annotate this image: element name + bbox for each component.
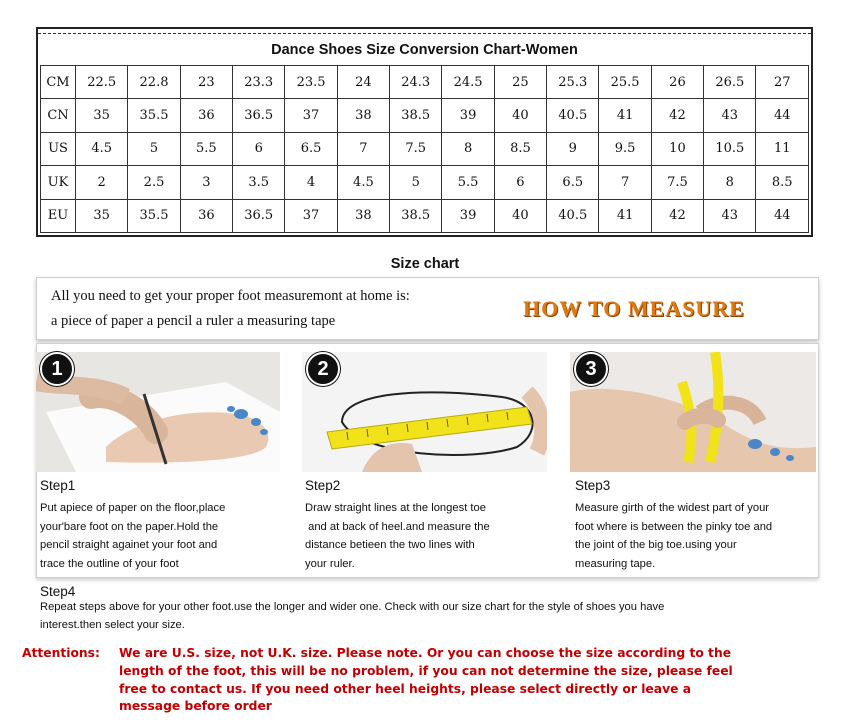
size-row-label: UK [41, 166, 76, 199]
size-cell: 39 [442, 199, 494, 232]
step3-number-badge: 3 [574, 352, 608, 386]
step4-line: interest.then select your size. [40, 619, 185, 631]
size-cell: 8 [442, 132, 494, 165]
attention-line: message before order [119, 699, 272, 714]
step1-line: Put apiece of paper on the floor,place [40, 502, 226, 514]
step4-line: Repeat steps above for your other foot.use the longer and wider one. Check with our size chart for the style of shoes you have [40, 601, 665, 613]
intro-line-1: All you need to get your proper foot measuremont at home is: [51, 288, 410, 304]
size-cell: 35.5 [128, 99, 180, 132]
size-table [40, 65, 809, 233]
size-cell: 5 [128, 132, 180, 165]
size-cell: 5.5 [442, 166, 494, 199]
size-cell: 4.5 [76, 132, 128, 165]
size-cell: 5 [390, 166, 442, 199]
size-cell: 44 [756, 199, 809, 232]
size-cell: 40.5 [547, 99, 599, 132]
step1-line: your'bare foot on the paper.Hold the [40, 520, 219, 533]
step3-heading: Step3 [575, 478, 611, 493]
size-cell: 36 [180, 199, 232, 232]
size-cell: 42 [651, 199, 703, 232]
size-row-uk [41, 166, 809, 199]
size-cell: 23.3 [233, 66, 285, 99]
size-cell: 10 [651, 132, 703, 165]
size-row-cn [41, 99, 809, 132]
how-to-measure-panel [36, 277, 819, 340]
size-cell: 37 [285, 99, 337, 132]
step1-text [40, 499, 225, 573]
size-cell: 6 [494, 166, 546, 199]
size-cell: 7 [599, 166, 651, 199]
size-cell: 23 [180, 66, 232, 99]
chart-title: Dance Shoes Size Conversion Chart-Women [271, 42, 578, 58]
size-conversion-chart [36, 27, 813, 237]
attention-line: length of the foot, this will be no problem, if you can not determine the size, please feel [119, 663, 733, 678]
size-cell: 3.5 [233, 166, 285, 199]
size-cell: 9 [547, 132, 599, 165]
size-cell: 4.5 [337, 166, 389, 199]
size-cell: 25.3 [547, 66, 599, 99]
size-cell: 24.5 [442, 66, 494, 99]
size-cell: 36 [180, 99, 232, 132]
size-row-cm [41, 66, 809, 99]
size-cell: 11 [756, 132, 809, 165]
attention-line: We are U.S. size, not U.K. size. Please note. Or you can choose the size according to the [119, 646, 732, 660]
size-cell: 41 [599, 199, 651, 232]
attention-line: free to contact us. If you need other heel heights, please select directly or leave a [119, 681, 692, 696]
size-cell: 7.5 [651, 166, 703, 199]
step3-line: foot where is between the pinky toe and [575, 520, 773, 533]
dashed-divider [38, 33, 811, 34]
step3-line: the joint of the big toe.using your [575, 539, 737, 551]
size-cell: 38.5 [390, 199, 442, 232]
step3-line: Measure girth of the widest part of your [575, 502, 770, 514]
size-cell: 26.5 [704, 66, 756, 99]
size-cell: 26 [651, 66, 703, 99]
size-cell: 6.5 [285, 132, 337, 165]
step2-line: your ruler. [305, 557, 355, 570]
attention-label: Attentions: [22, 646, 100, 660]
size-cell: 25 [494, 66, 546, 99]
size-cell: 38 [337, 99, 389, 132]
size-cell: 44 [756, 99, 809, 132]
size-cell: 35 [76, 99, 128, 132]
intro-line-2: a piece of paper a pencil a ruler a measuring tape [51, 313, 336, 329]
size-cell: 2 [76, 166, 128, 199]
size-row-label: US [41, 132, 76, 165]
size-cell: 8 [704, 166, 756, 199]
step1-line: trace the outline of your foot [40, 557, 179, 570]
size-cell: 25.5 [599, 66, 651, 99]
size-cell: 38.5 [390, 99, 442, 132]
step2-text [305, 499, 490, 573]
size-cell: 6 [233, 132, 285, 165]
size-cell: 2.5 [128, 166, 180, 199]
size-cell: 42 [651, 99, 703, 132]
size-cell: 43 [704, 199, 756, 232]
size-cell: 6.5 [547, 166, 599, 199]
step1-line: pencil straight againet your foot and [40, 539, 218, 551]
step4-text [40, 598, 664, 634]
size-cell: 38 [337, 199, 389, 232]
size-cell: 3 [180, 166, 232, 199]
size-cell: 39 [442, 99, 494, 132]
size-cell: 8.5 [756, 166, 809, 199]
size-cell: 36.5 [233, 199, 285, 232]
step2-number-badge: 2 [306, 352, 340, 386]
size-row-us [41, 132, 809, 165]
step2-heading: Step2 [305, 478, 341, 493]
size-cell: 4 [285, 166, 337, 199]
step1-number-badge: 1 [40, 352, 74, 386]
step3-line: measuring tape. [575, 557, 656, 570]
size-cell: 43 [704, 99, 756, 132]
step1-heading: Step1 [40, 478, 76, 493]
size-cell: 22.8 [128, 66, 180, 99]
size-chart-heading: Size chart [390, 256, 460, 272]
size-cell: 9.5 [599, 132, 651, 165]
size-row-label: CM [41, 66, 76, 99]
size-cell: 10.5 [704, 132, 756, 165]
size-cell: 8.5 [494, 132, 546, 165]
how-to-measure-title: HOW TO MEASURE [523, 296, 745, 321]
size-cell: 5.5 [180, 132, 232, 165]
size-cell: 36.5 [233, 99, 285, 132]
size-cell: 7.5 [390, 132, 442, 165]
size-cell: 40 [494, 199, 546, 232]
size-cell: 40.5 [547, 199, 599, 232]
step2-line: and at back of heel.and measure the [305, 520, 490, 533]
size-cell: 35.5 [128, 199, 180, 232]
size-row-label: CN [41, 99, 76, 132]
size-cell: 37 [285, 199, 337, 232]
size-cell: 24 [337, 66, 389, 99]
size-cell: 40 [494, 99, 546, 132]
size-row-label: EU [41, 199, 76, 232]
size-cell: 7 [337, 132, 389, 165]
size-cell: 41 [599, 99, 651, 132]
step3-text [575, 499, 772, 573]
step4-heading: Step4 [40, 584, 76, 599]
size-cell: 35 [76, 199, 128, 232]
size-cell: 23.5 [285, 66, 337, 99]
size-cell: 27 [756, 66, 809, 99]
step2-line: Draw straight lines at the longest toe [305, 502, 486, 514]
step2-line: distance betieen the two lines with [305, 539, 475, 551]
size-row-eu [41, 199, 809, 232]
size-cell: 24.3 [390, 66, 442, 99]
size-cell: 22.5 [76, 66, 128, 99]
